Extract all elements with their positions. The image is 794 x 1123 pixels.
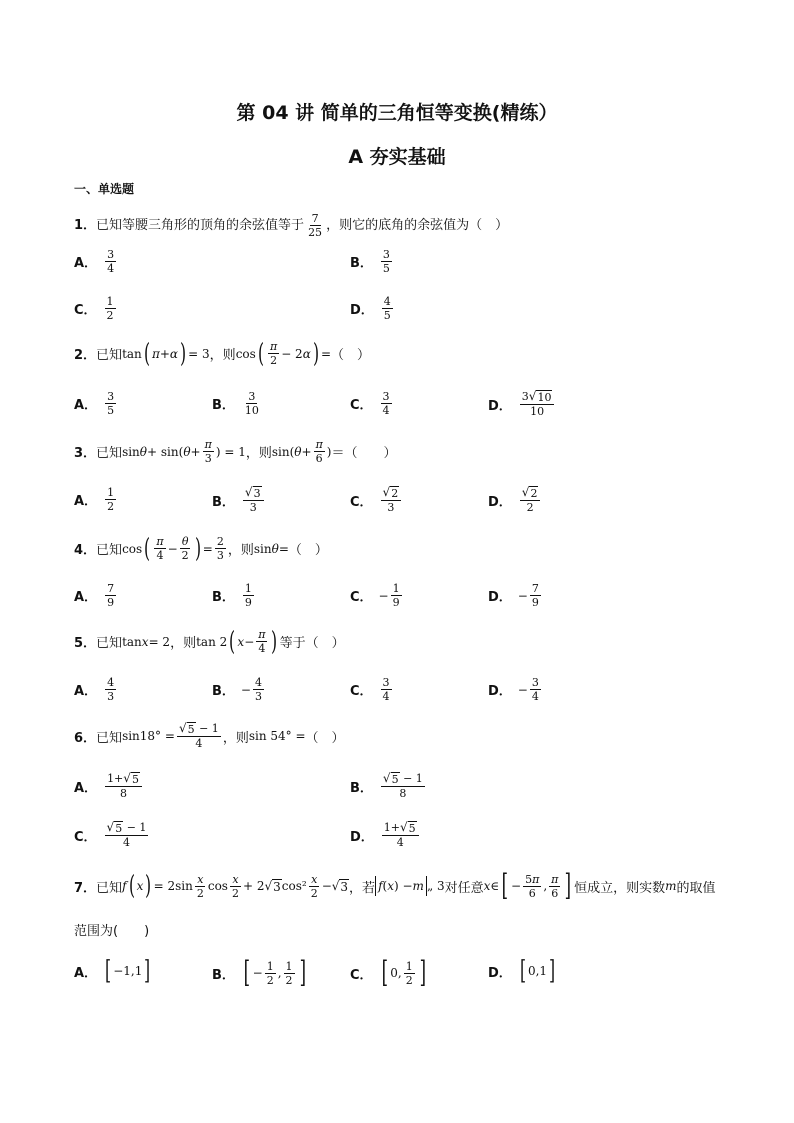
option-d: D． − $\frac{3}{4}$ — [488, 676, 539, 703]
question-3: 3． 已知 sin θ + sin( θ + $\frac{\pi}{3}$ ) = 1 ，则 sin( θ + $\frac{\pi}{6}$ ) ＝（ ） — [74, 438, 397, 465]
option-b: B． − $\frac{4}{3}$ — [212, 676, 262, 703]
math-frac: $\frac{7}{25}$ — [308, 212, 323, 239]
math-expr: tan ( π + α ) = 3 — [122, 338, 210, 369]
option-b: B． [ − $\frac{1}{2}$ , $\frac{1}{2}$ ] — [212, 955, 306, 990]
option-c: C． √ 2 3 — [350, 486, 403, 514]
option-a: A． $\frac{3}{5}$ — [74, 390, 115, 417]
section-heading: 一、单选题 — [74, 182, 135, 196]
question-6: 6． 已知 sin18° = √ 5 − 1 4 ，则 sin 54° = （ ） — [74, 721, 345, 750]
option-b: B． √ 3 3 — [212, 486, 266, 514]
option-b: B． √ 5 − 1 8 — [350, 771, 423, 800]
option-d: D． 1+ √ 5 4 — [350, 821, 421, 849]
option-a: A． $\frac{7}{9}$ — [74, 582, 115, 609]
option-d: D． − $\frac{7}{9}$ — [488, 582, 539, 609]
question-7-line2: 范围为( ) — [74, 924, 150, 939]
option-b: B． $\frac{1}{9}$ — [212, 582, 252, 609]
math-expr: tan x = 2 — [122, 634, 171, 649]
question-2: 2． 已知 tan ( π + α ) = 3 ，则 cos ( $\frac{\pi}{2}$ − 2 α ) = （ ） — [74, 338, 371, 369]
math-expr: sin 54° = — [248, 729, 306, 743]
math-expr: f ( x ) − m „ 3 — [375, 876, 445, 896]
option-a: A． $\frac{1}{2}$ — [74, 486, 115, 513]
math-expr: sin θ = — [253, 541, 289, 556]
math-expr: m — [665, 879, 677, 893]
option-c: C． [ 0, $\frac{1}{2}$ ] — [350, 955, 426, 990]
option-c: C． $\frac{3}{4}$ — [350, 676, 390, 703]
page-title: 第 04 讲 简单的三角恒等变换(精练） — [236, 102, 558, 124]
option-c: C． √ 5 − 1 4 — [74, 820, 147, 849]
option-b: B． $\frac{3}{10}$ — [212, 390, 259, 417]
option-d: D． [ 0,1 ] — [488, 956, 556, 986]
math-expr: sin( θ + $\frac{\pi}{6}$ ) — [271, 438, 332, 465]
math-expr: cos ( $\frac{\pi}{2}$ − 2 α ) = — [235, 338, 332, 369]
question-4: 4． 已知 cos ( $\frac{\pi}{4}$ − $\frac{\theta}{2}$ ) = $\frac{2}{3}$ ，则 sin θ = （ ） — [74, 533, 328, 564]
math-expr: sin18° = √ 5 − 1 4 — [122, 721, 219, 750]
option-c: C． − $\frac{1}{9}$ — [350, 582, 400, 609]
question-number: 1． — [74, 218, 97, 233]
option-a: A． [ −1,1 ] — [74, 956, 151, 986]
math-expr: x ∈ [ − $\frac{5\pi}{6}$ , $\frac{\pi}{6}$ ] — [483, 868, 572, 903]
option-d: D． √ 2 2 — [488, 486, 542, 514]
question-7: 7． 已知 f ( x ) = 2sin $\frac{x}{2}$ cos $\frac{x}{2}$ + 2 √ 3 cos² $\frac{x}{2}$ − √ 3 ，若 f ( x ) − m „ 3 对任意 x ∈ [ − $\frac{5\pi}{6}$ , $\frac{\pi}{6}$ ] 恒成立，则实数 m 的取值 — [74, 868, 716, 903]
question-text: ，则它的底角的余弦值为（ ） — [326, 218, 509, 233]
math-expr: tan 2 ( x − $\frac{\pi}{4}$ ) — [196, 626, 278, 657]
math-expr: sin θ + sin( θ + $\frac{\pi}{3}$ ) = 1 — [122, 438, 246, 465]
page-subtitle: A 夯实基础 — [348, 146, 446, 168]
option-d: D． $\frac{4}{5}$ — [350, 295, 391, 322]
option-c: C． $\frac{1}{2}$ — [74, 295, 114, 322]
question-1 — [74, 212, 508, 239]
math-expr: f ( x ) = 2sin $\frac{x}{2}$ cos $\frac{x}{2}$ + 2 √ 3 cos² $\frac{x}{2}$ − √ 3 — [122, 871, 349, 901]
option-c: C． $\frac{3}{4}$ — [350, 390, 390, 417]
option-a: A． $\frac{3}{4}$ — [74, 248, 115, 275]
option-d: D． 3 √ 10 10 — [488, 390, 556, 418]
option-a: A． 1+ √ 5 8 — [74, 772, 144, 800]
option-a: A． $\frac{4}{3}$ — [74, 676, 115, 703]
option-b: B． $\frac{3}{5}$ — [350, 248, 390, 275]
question-5: 5． 已知 tan x = 2 ，则 tan 2 ( x − $\frac{\pi}{4}$ ) 等于（ ） — [74, 626, 345, 657]
math-expr: cos ( $\frac{\pi}{4}$ − $\frac{\theta}{2}$ ) = $\frac{2}{3}$ — [122, 533, 224, 564]
question-text: 已知等腰三角形的顶角的余弦值等于 — [96, 218, 305, 233]
